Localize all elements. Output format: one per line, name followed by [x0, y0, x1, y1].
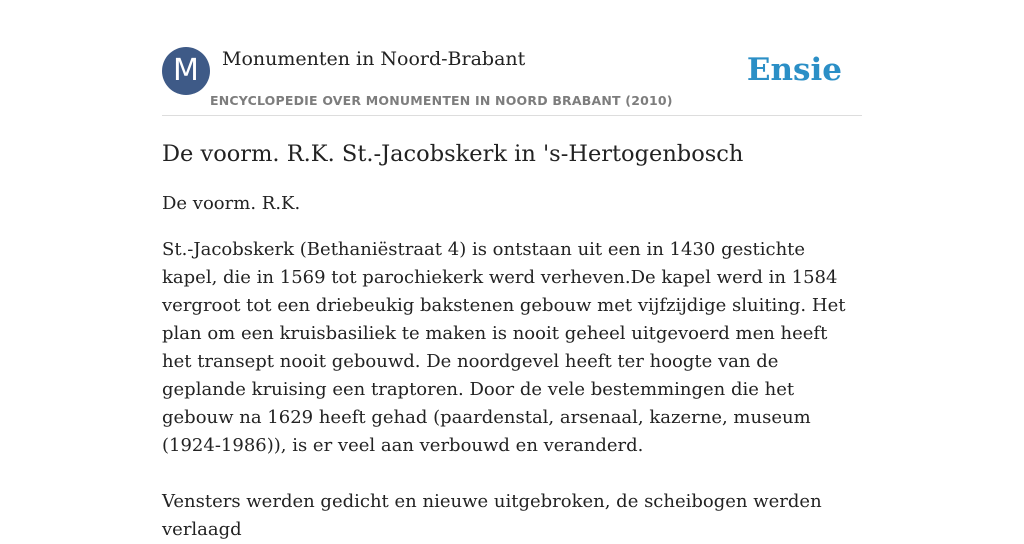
source-header: [162, 46, 862, 116]
header-divider: [162, 115, 862, 116]
brand-logo[interactable]: Ensie: [746, 52, 842, 88]
source-title[interactable]: Monumenten in Noord-Brabant: [222, 48, 526, 70]
source-subtitle: ENCYCLOPEDIE OVER MONUMENTEN IN NOORD BRABANT (2010): [210, 93, 673, 108]
article-lead: De voorm. R.K.: [162, 193, 301, 214]
article-body: St.-Jacobskerk (Bethaniëstraat 4) is ontstaan uit een in 1430 gestichte kapel, die in 1569 tot parochiekerk werd verheven.De kapel werd in 1584 vergroot tot een driebeukig bakstenen gebouw met vijfzijdige sluiting. Het plan om een kruisbasiliek te maken is nooit geheel uitgevoerd men heeft het transept nooit gebouwd. De noordgevel heeft ter hoogte van de geplande kruising een traptoren. Door de vele bestemmingen die het gebouw na 1629 heeft gehad (paardenstal, arsenaal, kazerne, museum (1924-1986)), is er veel aan verbouwd en veranderd. Vensters werden gedicht en nieuwe uitgebroken, de scheibogen werden verlaagd: [162, 239, 846, 540]
avatar[interactable]: M: [162, 47, 210, 95]
article-title: De voorm. R.K. St.-Jacobskerk in 's-Hertogenbosch: [162, 141, 744, 167]
article: [162, 138, 862, 544]
